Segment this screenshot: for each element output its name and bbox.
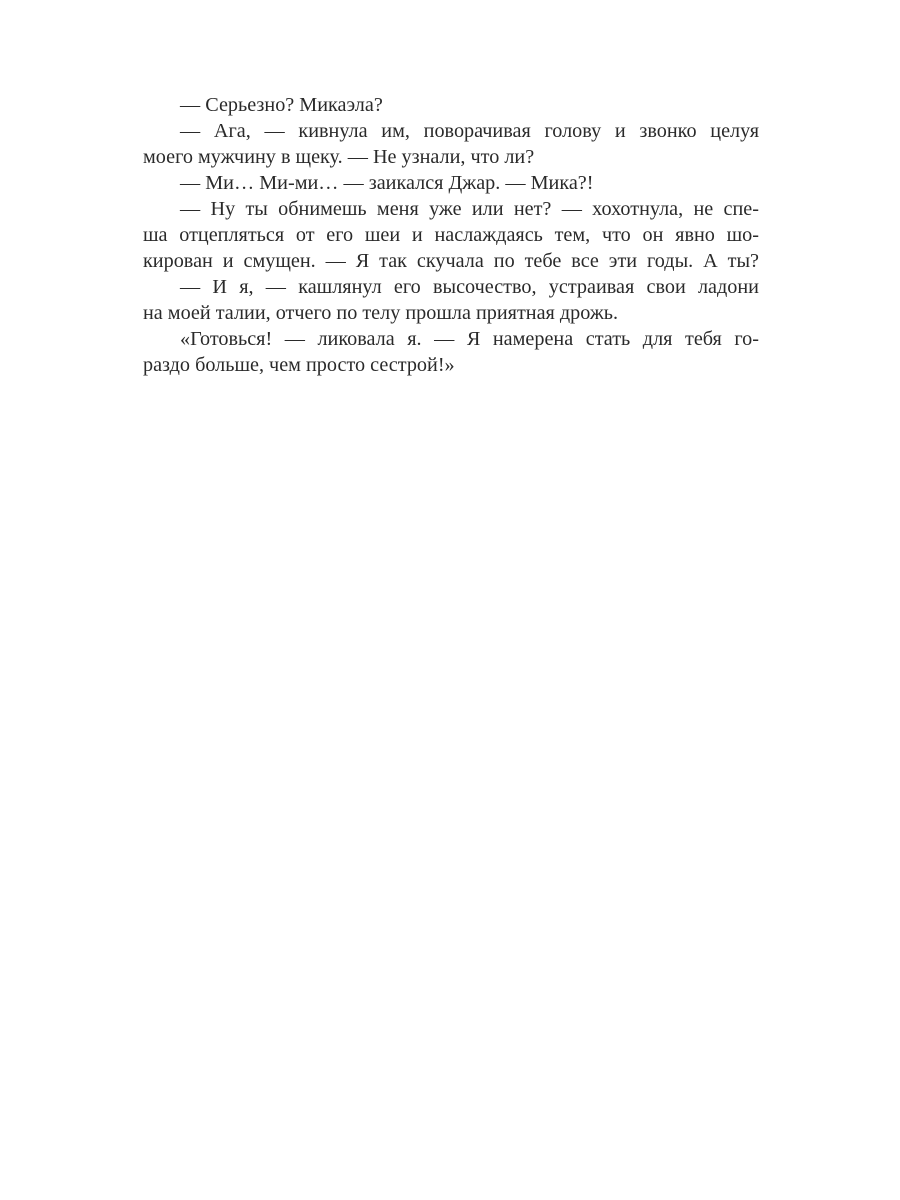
text-line-11: раздо больше, чем просто сестрой!» <box>143 354 455 376</box>
text-line-4: — Ми… Ми-ми… — заикался Джар. — Мика?! <box>180 172 594 194</box>
text-line-8: — И я, — кашлянул его высочество, устраивая свои ладони <box>180 276 759 298</box>
body-text <box>143 92 759 378</box>
text-line-2: — Ага, — кивнула им, поворачивая голову и звонко целуя <box>180 120 759 142</box>
text-line-9: на моей талии, отчего по телу прошла приятная дрожь. <box>143 302 619 324</box>
text-line-1: — Серьезно? Микаэла? <box>180 94 383 116</box>
text-line-3: моего мужчину в щеку. — Не узнали, что ли? <box>143 146 535 168</box>
text-line-5: — Ну ты обнимешь меня уже или нет? — хохотнула, не спе- <box>180 198 759 220</box>
text-line-7: кирован и смущен. — Я так скучала по тебе все эти годы. А ты? <box>143 250 759 272</box>
text-line-6: ша отцепляться от его шеи и наслаждаясь тем, что он явно шо- <box>143 224 759 246</box>
text-line-10: «Готовься! — ликовала я. — Я намерена стать для тебя го- <box>180 328 759 350</box>
